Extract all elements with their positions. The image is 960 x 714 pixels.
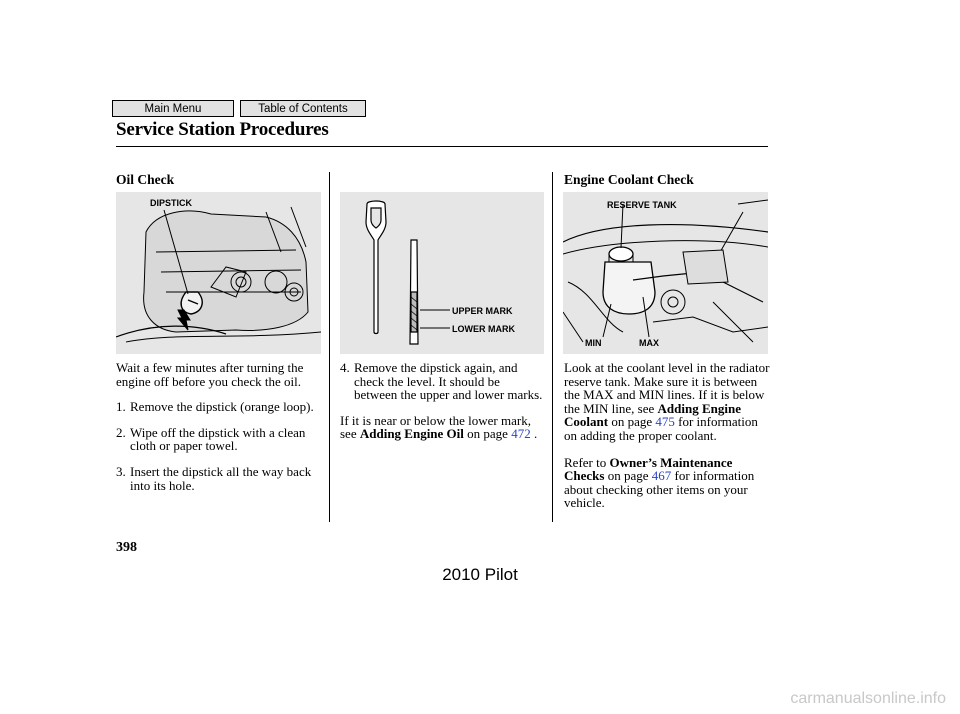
adding-engine-oil-ref: Adding Engine Oil <box>359 426 464 442</box>
oil-intro: Wait a few minutes after turning the engine off before you check the oil. <box>116 360 304 389</box>
page-title: Service Station Procedures <box>116 119 329 140</box>
engine-coolant-heading: Engine Coolant Check <box>564 172 694 187</box>
title-divider <box>116 146 768 147</box>
min-label: MIN <box>585 338 602 348</box>
max-label: MAX <box>639 338 659 348</box>
owners-maintenance-checks-ref: Owner’s Maintenance Checks <box>564 454 733 484</box>
watermark: carmanualsonline.info <box>790 690 946 707</box>
main-menu-button[interactable]: Main Menu <box>112 100 234 117</box>
maintenance-checks-paragraph: Refer to Owner’s Maintenance Checks on page 467 for information about checking other items on your vehicle. <box>564 454 755 511</box>
coolant-text <box>564 361 772 510</box>
dipstick-text <box>340 361 545 441</box>
footer-model: 2010 Pilot <box>442 565 518 584</box>
oil-step-1: 1. Remove the dipstick (orange loop). <box>116 399 314 415</box>
engine-dipstick-illustration <box>116 192 321 354</box>
oil-step-4: 4. Remove the dipstick again, and check the level. It should be between the upper and lower marks. <box>340 360 543 403</box>
oil-step-2: 2. Wipe off the dipstick with a clean cloth or paper towel. <box>116 424 306 454</box>
coolant-level-paragraph: Look at the coolant level in the radiator reserve tank. Make sure it is between the MAX and MIN lines. If it is below the MIN line, see Adding Engine Coolant on page 475 for information on adding the proper coolant. <box>564 360 770 443</box>
page-467-link[interactable]: 467 <box>651 468 672 484</box>
oil-check-text <box>116 361 326 492</box>
adding-engine-coolant-ref: Adding Engine Coolant <box>564 400 741 430</box>
dipstick-marks-illustration <box>340 192 544 354</box>
reserve-tank-label: RESERVE TANK <box>607 200 677 210</box>
column-divider-1 <box>329 172 330 522</box>
page-number: 398 <box>116 540 137 555</box>
lower-mark-label: LOWER MARK <box>452 324 515 334</box>
page-472-link[interactable]: 472 <box>511 426 531 442</box>
coolant-reserve-tank-illustration <box>563 192 768 354</box>
oil-step-3: 3. Insert the dipstick all the way back into its hole. <box>116 463 312 493</box>
upper-mark-label: UPPER MARK <box>452 306 513 316</box>
dipstick-label: DIPSTICK <box>150 198 193 208</box>
column-divider-2 <box>552 172 553 522</box>
table-of-contents-button[interactable]: Table of Contents <box>240 100 366 117</box>
oil-check-heading: Oil Check <box>116 172 175 187</box>
adding-oil-note: If it is near or below the lower mark, see Adding Engine Oil on page 472 . <box>340 412 538 442</box>
page-475-link[interactable]: 475 <box>655 414 675 430</box>
